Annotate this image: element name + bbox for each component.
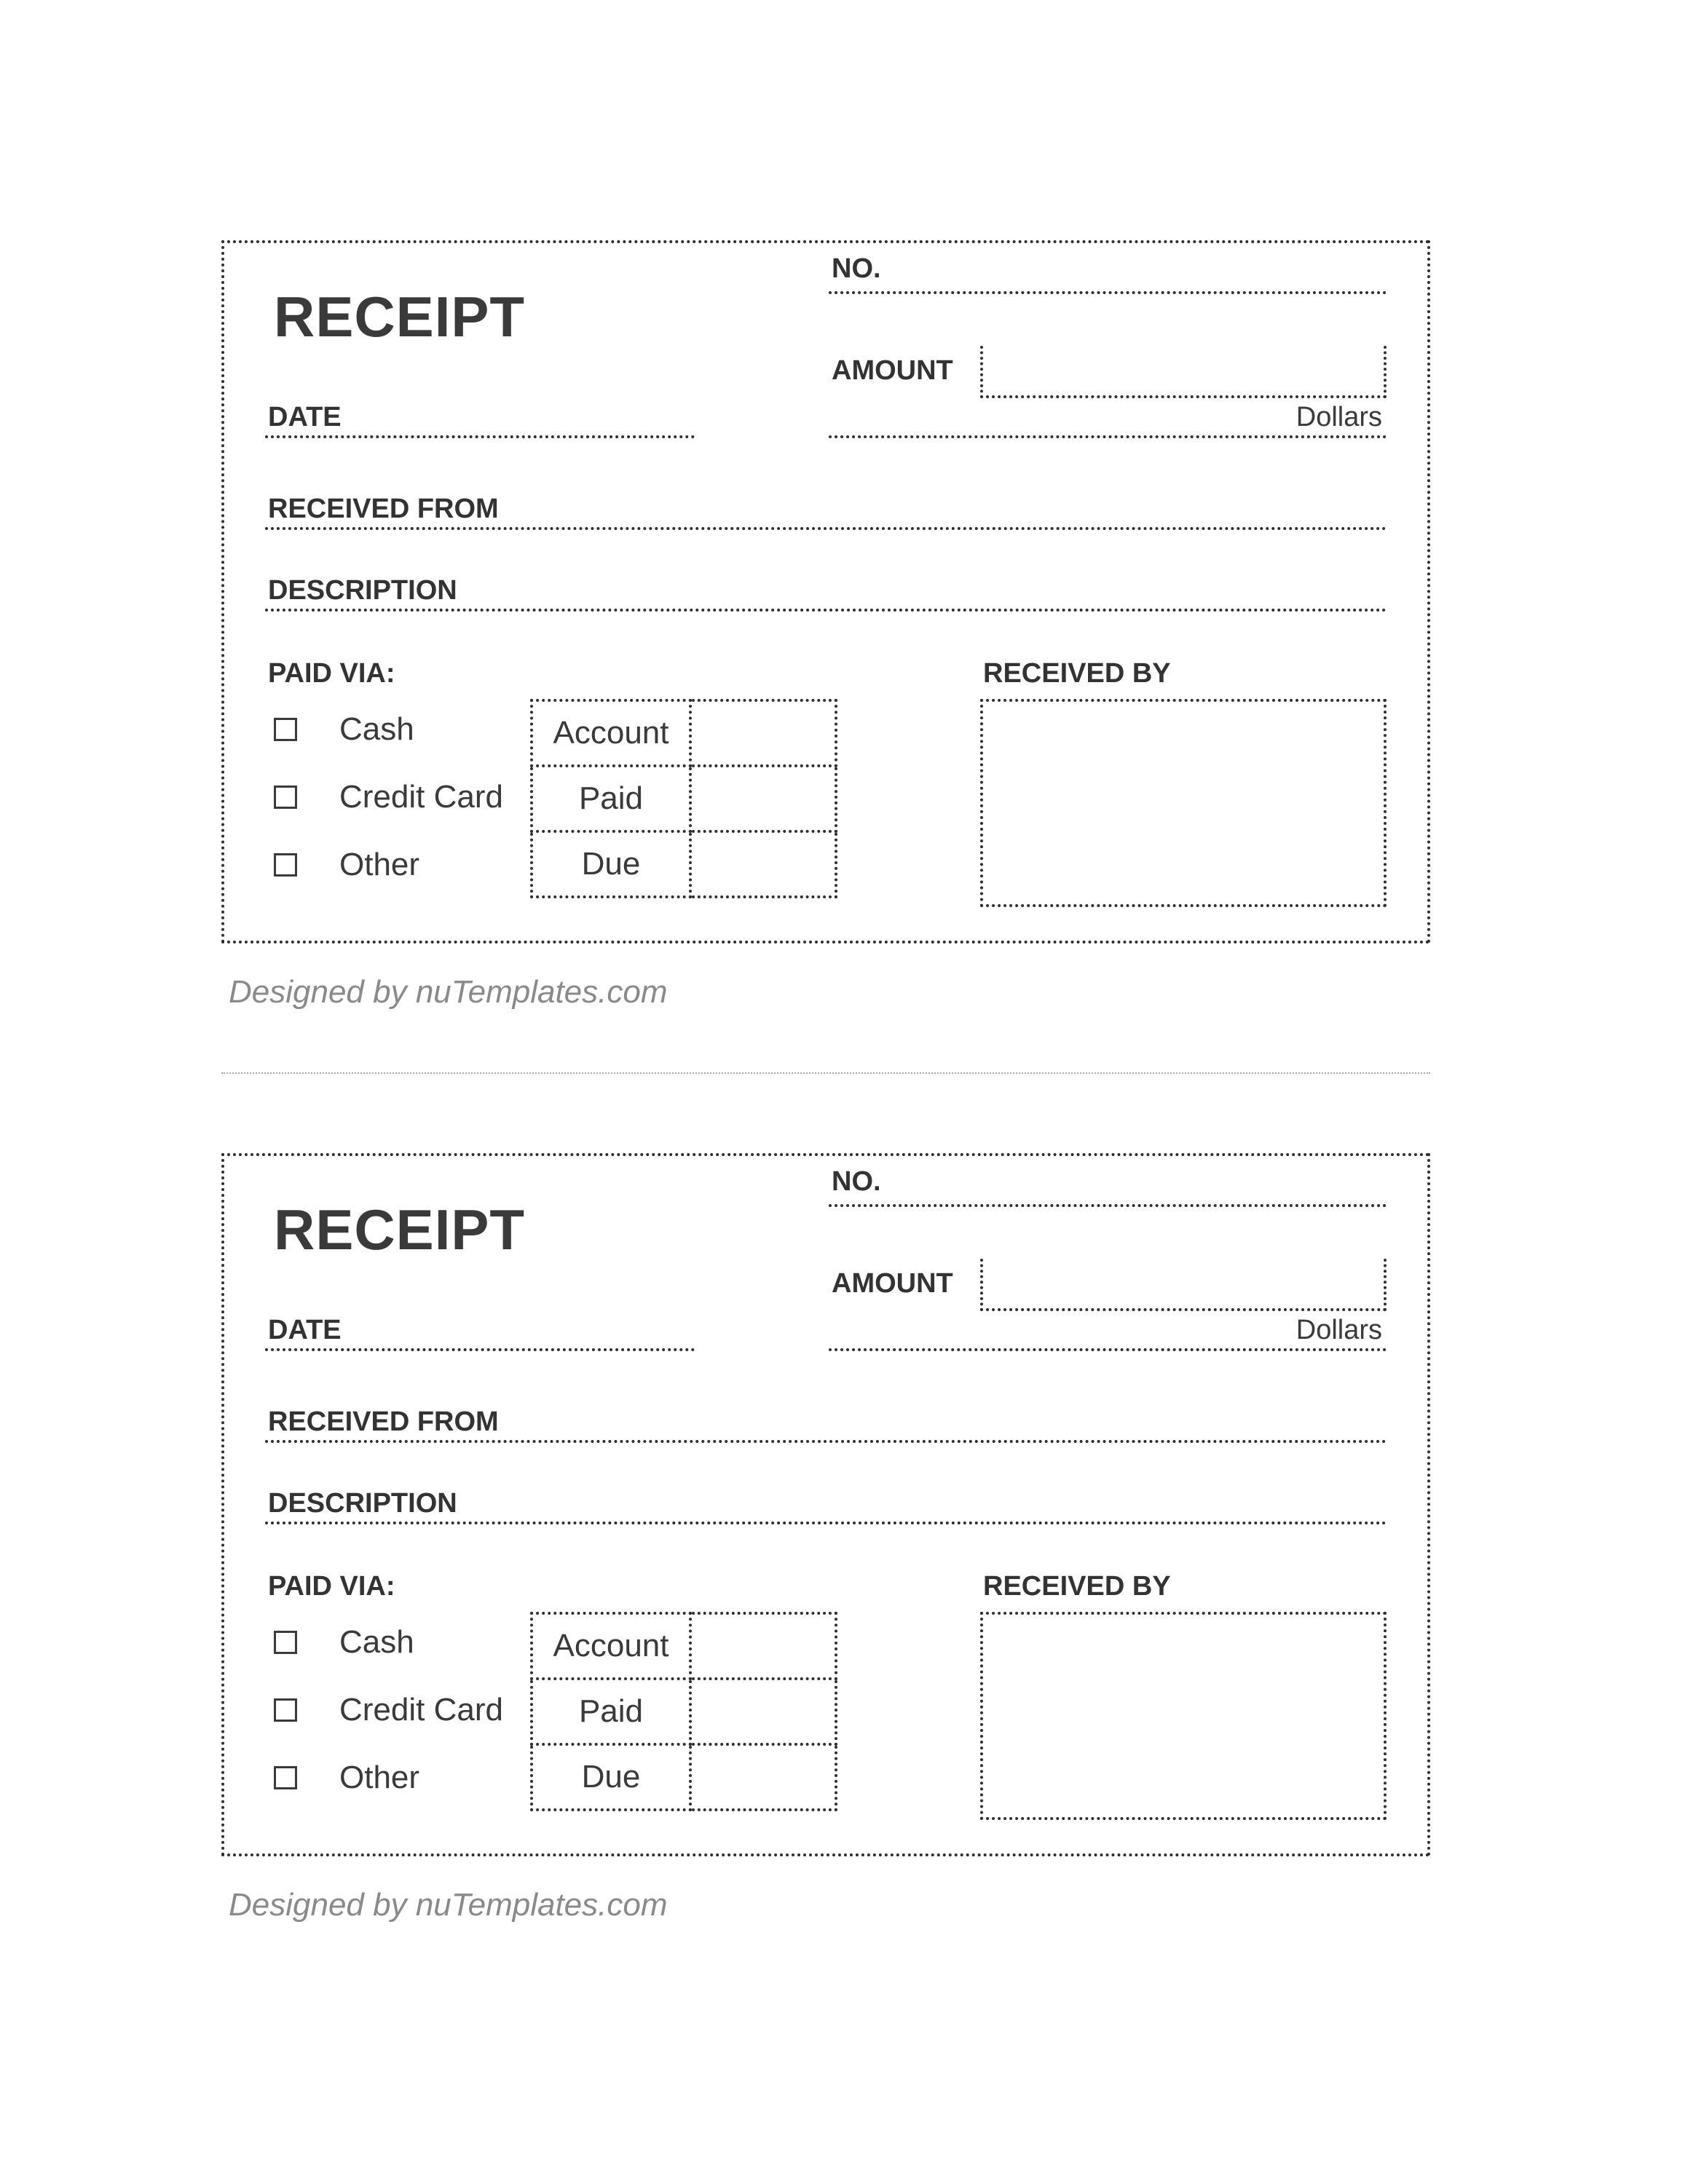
payment-option-cash[interactable] [274,1621,414,1664]
paid-row-label: Paid [532,766,690,831]
checkbox[interactable] [274,1766,297,1789]
received-by-label: RECEIVED BY [983,1571,1171,1602]
table-row [532,1613,836,1679]
due-row-label: Due [532,831,690,897]
dollars-label: Dollars [1295,402,1382,432]
designer-credit: Designed by nuTemplates.com [229,974,668,1010]
account-row-label: Account [532,1613,690,1679]
receipt-title: RECEIPT [274,285,526,349]
amount-label: AMOUNT [832,1268,953,1299]
amount-label: AMOUNT [832,355,953,386]
payment-option-other[interactable] [274,843,419,887]
payment-option-other[interactable] [274,1756,419,1800]
checkbox[interactable] [274,1631,297,1654]
table-row [532,766,836,831]
description-field[interactable] [265,1522,1387,1524]
payment-option-label: Other [339,1760,420,1795]
table-row [532,700,836,766]
amount-field[interactable] [980,1259,1387,1311]
date-field[interactable] [265,435,695,438]
no-label: NO. [832,253,881,284]
date-field[interactable] [265,1348,695,1351]
no-field[interactable] [829,1204,1387,1207]
receipt-form [221,1153,1430,1856]
received-from-field[interactable] [265,527,1387,530]
account-summary-table [530,1612,837,1811]
paid-via-label: PAID VIA: [268,658,395,689]
received-from-field[interactable] [265,1440,1387,1443]
table-row [532,1744,836,1810]
payment-option-label: Credit Card [339,779,503,815]
due-value-field[interactable] [690,1744,836,1810]
description-field[interactable] [265,609,1387,612]
amount-words-field[interactable] [829,435,1387,438]
account-summary-table [530,699,837,898]
description-label: DESCRIPTION [268,575,457,606]
receipt-form [221,240,1430,943]
checkbox[interactable] [274,1698,297,1722]
account-row-label: Account [532,700,690,766]
received-by-label: RECEIVED BY [983,658,1171,689]
received-from-label: RECEIVED FROM [268,1406,499,1437]
payment-option-credit-card[interactable] [274,1688,503,1732]
payment-option-credit-card[interactable] [274,775,503,819]
amount-field[interactable] [980,346,1387,398]
receipt-title: RECEIPT [274,1198,526,1262]
description-label: DESCRIPTION [268,1488,457,1519]
checkbox[interactable] [274,718,297,741]
date-label: DATE [268,402,342,432]
paid-row-label: Paid [532,1679,690,1744]
no-label: NO. [832,1166,881,1197]
received-by-signature-box[interactable] [980,1612,1387,1820]
account-value-field[interactable] [690,700,836,766]
paid-value-field[interactable] [690,766,836,831]
paid-via-label: PAID VIA: [268,1571,395,1602]
payment-option-label: Other [339,847,420,882]
account-value-field[interactable] [690,1613,836,1679]
checkbox[interactable] [274,853,297,877]
due-value-field[interactable] [690,831,836,897]
payment-option-label: Cash [339,711,414,747]
table-row [532,1679,836,1744]
table-row [532,831,836,897]
payment-option-label: Credit Card [339,1692,503,1728]
dollars-label: Dollars [1295,1315,1382,1345]
checkbox[interactable] [274,786,297,809]
paid-value-field[interactable] [690,1679,836,1744]
payment-option-label: Cash [339,1624,414,1660]
no-field[interactable] [829,291,1387,294]
due-row-label: Due [532,1744,690,1810]
payment-option-cash[interactable] [274,708,414,751]
received-from-label: RECEIVED FROM [268,494,499,524]
amount-words-field[interactable] [829,1348,1387,1351]
cut-line-divider [221,1072,1430,1074]
received-by-signature-box[interactable] [980,699,1387,907]
designer-credit: Designed by nuTemplates.com [229,1887,668,1923]
date-label: DATE [268,1315,342,1345]
